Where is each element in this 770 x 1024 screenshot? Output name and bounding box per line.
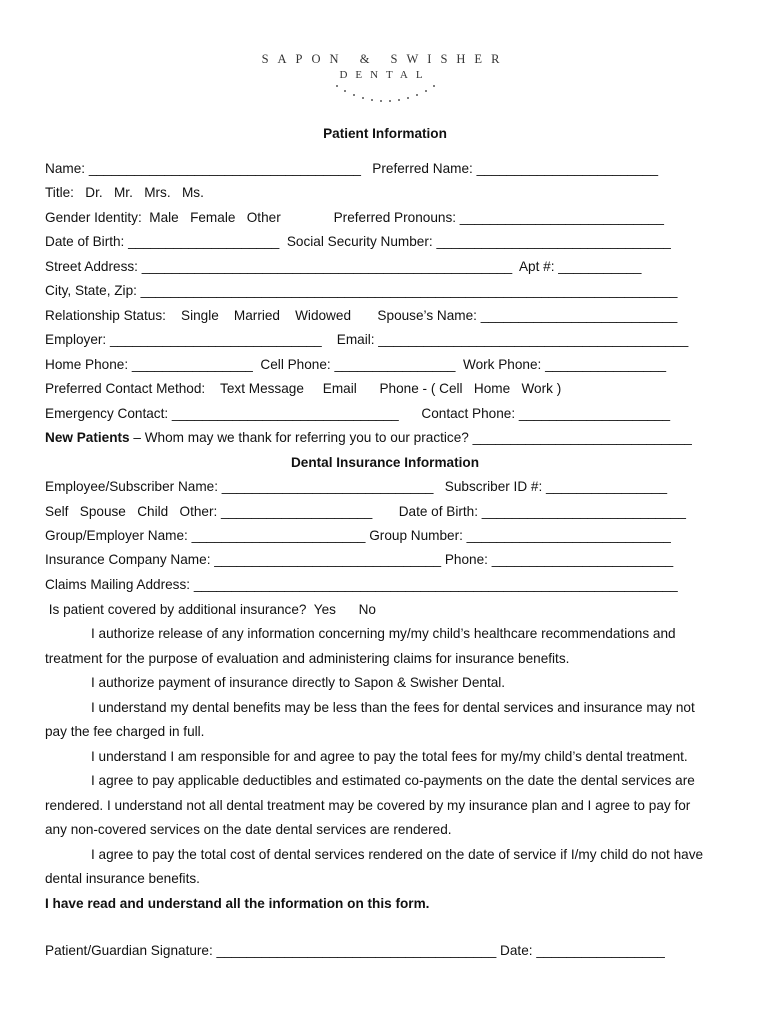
benefits-understanding-text: I understand my dental benefits may be less than the fees for dental services and insurance may not (91, 700, 695, 715)
dob-ssn-field[interactable]: Date of Birth: ____________________ Social Security Number: _______________________________ (45, 234, 671, 249)
practice-logo (0, 52, 770, 105)
insurance-company-field[interactable]: Insurance Company Name: ______________________________ Phone: ________________________ (45, 552, 674, 567)
referral-question: – Whom may we thank for referring you to our practice? _____________________________ (129, 430, 692, 445)
subscriber-field[interactable]: Employee/Subscriber Name: ____________________________ Subscriber ID #: ________________ (45, 479, 668, 494)
relationship-status-field[interactable]: Relationship Status: Single Married Widowed Spouse’s Name: __________________________ (45, 308, 678, 323)
authorization-release-text: I authorize release of any information concerning my/my child’s healthcare recommendations and (91, 626, 676, 641)
authorization-release-text-cont: treatment for the purpose of evaluation and administering claims for insurance benefits. (45, 651, 570, 666)
claims-address-field[interactable]: Claims Mailing Address: ________________________________________________________________ (45, 577, 678, 592)
contact-method-options[interactable]: Preferred Contact Method: Text Message Email Phone - ( Cell Home Work ) (45, 381, 562, 396)
uninsured-payment-text-cont: dental insurance benefits. (45, 871, 200, 886)
gender-pronoun-field[interactable]: Gender Identity: Male Female Other Preferred Pronouns: ___________________________ (45, 210, 664, 225)
acknowledgement-statement: I have read and understand all the information on this form. (45, 896, 430, 911)
authorization-payment-text: I authorize payment of insurance directly to Sapon & Swisher Dental. (91, 675, 506, 690)
copayment-text-cont-2: any non-covered services on the date dental services are rendered. (45, 822, 452, 837)
new-patients-label: New Patients (45, 430, 130, 445)
form-title: Patient Information (323, 126, 447, 141)
copayment-text: I agree to pay applicable deductibles and estimated co-payments on the date the dental services are (91, 773, 695, 788)
logo-name: SAPON & SWISHER (261, 52, 509, 66)
subscriber-relation-field[interactable]: Self Spouse Child Other: ____________________ Date of Birth: ___________________________ (45, 504, 686, 519)
uninsured-payment-text: I agree to pay the total cost of dental services rendered on the date of service if I/my child do not have (91, 847, 704, 862)
benefits-understanding-text-cont: pay the fee charged in full. (45, 724, 205, 739)
city-state-zip-field[interactable]: City, State, Zip: _______________________________________________________________________ (45, 283, 678, 298)
copayment-text-cont-1: rendered. I understand not all dental treatment may be covered by my insurance plan and I agree to pay for (45, 798, 691, 813)
employer-email-field[interactable]: Employer: ____________________________ Email: _________________________________________ (45, 332, 689, 347)
insurance-section-title: Dental Insurance Information (290, 455, 480, 470)
logo-dots-arc (325, 83, 445, 105)
referral-field[interactable] (45, 429, 692, 447)
phone-fields[interactable]: Home Phone: ________________ Cell Phone: ________________ Work Phone: ________________ (45, 357, 667, 372)
name-field[interactable]: Name: ____________________________________ Preferred Name: ________________________ (45, 161, 659, 176)
emergency-contact-field[interactable]: Emergency Contact: ______________________________ Contact Phone: ____________________ (45, 406, 671, 421)
group-field[interactable]: Group/Employer Name: _______________________ Group Number: ___________________________ (45, 528, 671, 543)
additional-insurance-question[interactable]: Is patient covered by additional insurance? Yes No (45, 602, 376, 617)
street-address-field[interactable]: Street Address: _________________________________________________ Apt #: ___________ (45, 259, 642, 274)
signature-date-field[interactable]: Patient/Guardian Signature: _____________________________________ Date: _________________ (45, 943, 665, 958)
title-options[interactable]: Title: Dr. Mr. Mrs. Ms. (45, 185, 204, 200)
responsibility-text: I understand I am responsible for and agree to pay the total fees for my/my child’s dental treatment. (91, 749, 688, 764)
logo-subtitle: DENTAL (339, 69, 431, 81)
